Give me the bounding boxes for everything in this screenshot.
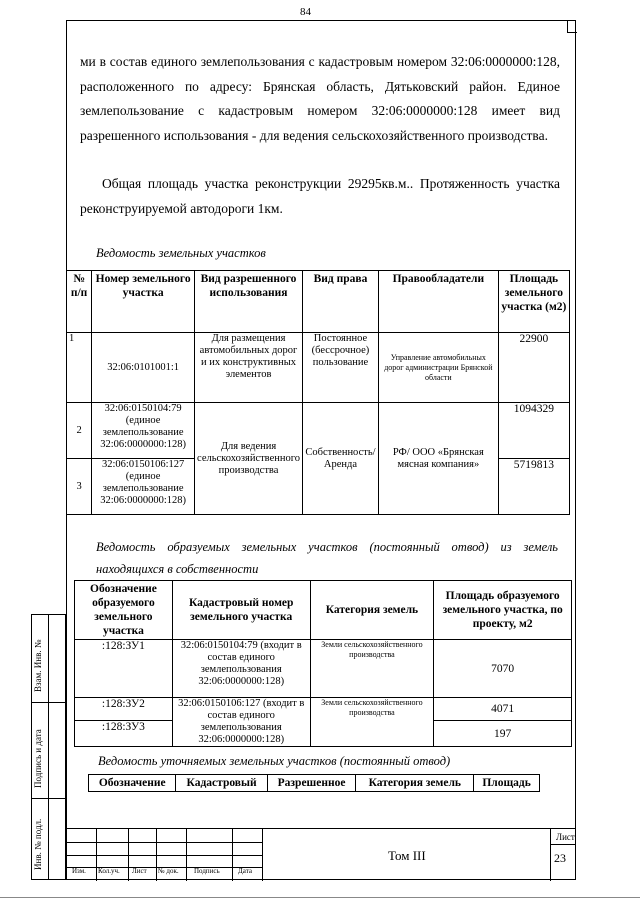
table3-caption: Ведомость уточняемых земельных участков (постоянный отвод) [98,754,451,768]
merged-right: Собственность/ Аренда [303,403,379,515]
header-area: Площадь образуемого земельного участка, по проекту, м2 [434,581,572,640]
merged-use: Для ведения сельскохозяйственного производства [195,403,303,515]
specified-plots-table [88,774,540,792]
header-holder: Правообладатели [378,271,498,333]
stamp-vline [232,829,233,881]
title-block [66,828,576,880]
stamp-label: Изм. [72,867,86,875]
row-number: 32:06:0101001:1 [92,333,195,403]
row-number: 32:06:0150106:127 (единое землепользование 32:06:0000000:128) [92,459,195,515]
stamp-label: Дата [238,867,252,875]
row-designation: :128:ЗУ2 [75,698,173,721]
row-area: 5719813 [498,459,569,515]
table-row [75,698,572,721]
row-num: 3 [67,459,92,515]
stamp-label: № док. [158,867,179,875]
side-label-podpis: Подпись и дата [33,729,43,788]
paragraph-2: Общая площадь участка реконструкции 29295кв.м.. Протяженность участка реконструируемой автодороги 1км. [80,176,560,216]
header-right: Вид права [303,271,379,333]
stamp-vline [156,829,157,881]
row-area: 22900 [498,333,569,403]
page-number: 84 [300,6,311,18]
table-row [67,403,570,459]
row-category: Земли сельскохозяйственного производства [310,640,434,698]
row-cadastral: 32:06:0150106:127 (входит в состав единого землепользования 32:06:0000000:128) [172,698,310,747]
row-right: Постоянное (бессрочное) пользование [303,333,379,403]
stamp-vline [550,829,551,881]
row-designation: :128:ЗУ3 [75,721,173,747]
row-area: 197 [434,721,572,747]
table2-caption: Ведомость образуемых земельных участков (постоянный отвод) из земель находящихся в собственности [96,540,558,576]
header-col: Обозначение [89,775,176,792]
header-category: Категория земель [310,581,434,640]
row-number: 32:06:0150104:79 (единое землепользование 32:06:0000000:128) [92,403,195,459]
stamp-vline [128,829,129,881]
side-label-inv: Инв. № подл. [33,818,43,870]
table-row [75,640,572,698]
row-area: 1094329 [498,403,569,459]
volume-title: Том III [388,848,426,863]
row-holder: Управление автомобильных дорог администрации Брянской области [378,333,498,403]
sheet-label: Лист [556,832,575,842]
header-area: Площадь земельного участка (м2) [498,271,569,333]
row-num: 1 [67,333,92,403]
side-label-vzam: Взам. Инв. № [33,639,43,692]
row-designation: :128:ЗУ1 [75,640,173,698]
stamp-line [550,844,576,845]
merged-holder: РФ/ ООО «Брянская мясная компания» [378,403,498,515]
formed-plots-table [74,580,572,747]
stamp-label: Лист [132,867,147,875]
header-number: Номер земельного участка [92,271,195,333]
header-cadastral: Кадастровый номер земельного участка [172,581,310,640]
table1-caption: Ведомость земельных участков [96,246,266,260]
header-designation: Обозначение образуемого земельного участка [75,581,173,640]
land-plots-table [66,270,570,515]
header-use: Вид разрешенного использования [195,271,303,333]
row-num: 2 [67,403,92,459]
header-col: Площадь [474,775,540,792]
sheet-number: 23 [554,851,566,865]
row-area: 4071 [434,698,572,721]
header-num: № п/п [67,271,92,333]
scan-edge-line [0,897,640,898]
paragraph-1: ми в состав единого землепользования с кадастровым номером 32:06:0000000:128, расположенного по адресу: Брянская область, Дятьковский район. Единое землепользование с кадастровым номером 32:06:0000000:128 имеет вид разрешенного использования - для ведения сельскохозяйственного производства. [80,54,560,143]
stamp-vline [262,829,263,881]
side-divider [31,798,66,799]
header-col: Кадастровый [176,775,267,792]
row-area: 7070 [434,640,572,698]
table-row [67,333,570,403]
stamp-vline [96,829,97,881]
row-cadastral: 32:06:0150104:79 (входит в состав единого землепользования 32:06:0000000:128) [172,640,310,698]
stamp-label: Подпись [194,867,220,875]
corner-mark [567,20,577,33]
header-col: Разрешенное [267,775,356,792]
side-divider [31,702,66,703]
stamp-vline [186,829,187,881]
stamp-label: Кол.уч. [98,867,120,875]
row-use: Для размещения автомобильных дорог и их конструктивных элементов [195,333,303,403]
header-col: Категория земель [356,775,474,792]
row-category: Земли сельскохозяйственного производства [310,698,434,747]
